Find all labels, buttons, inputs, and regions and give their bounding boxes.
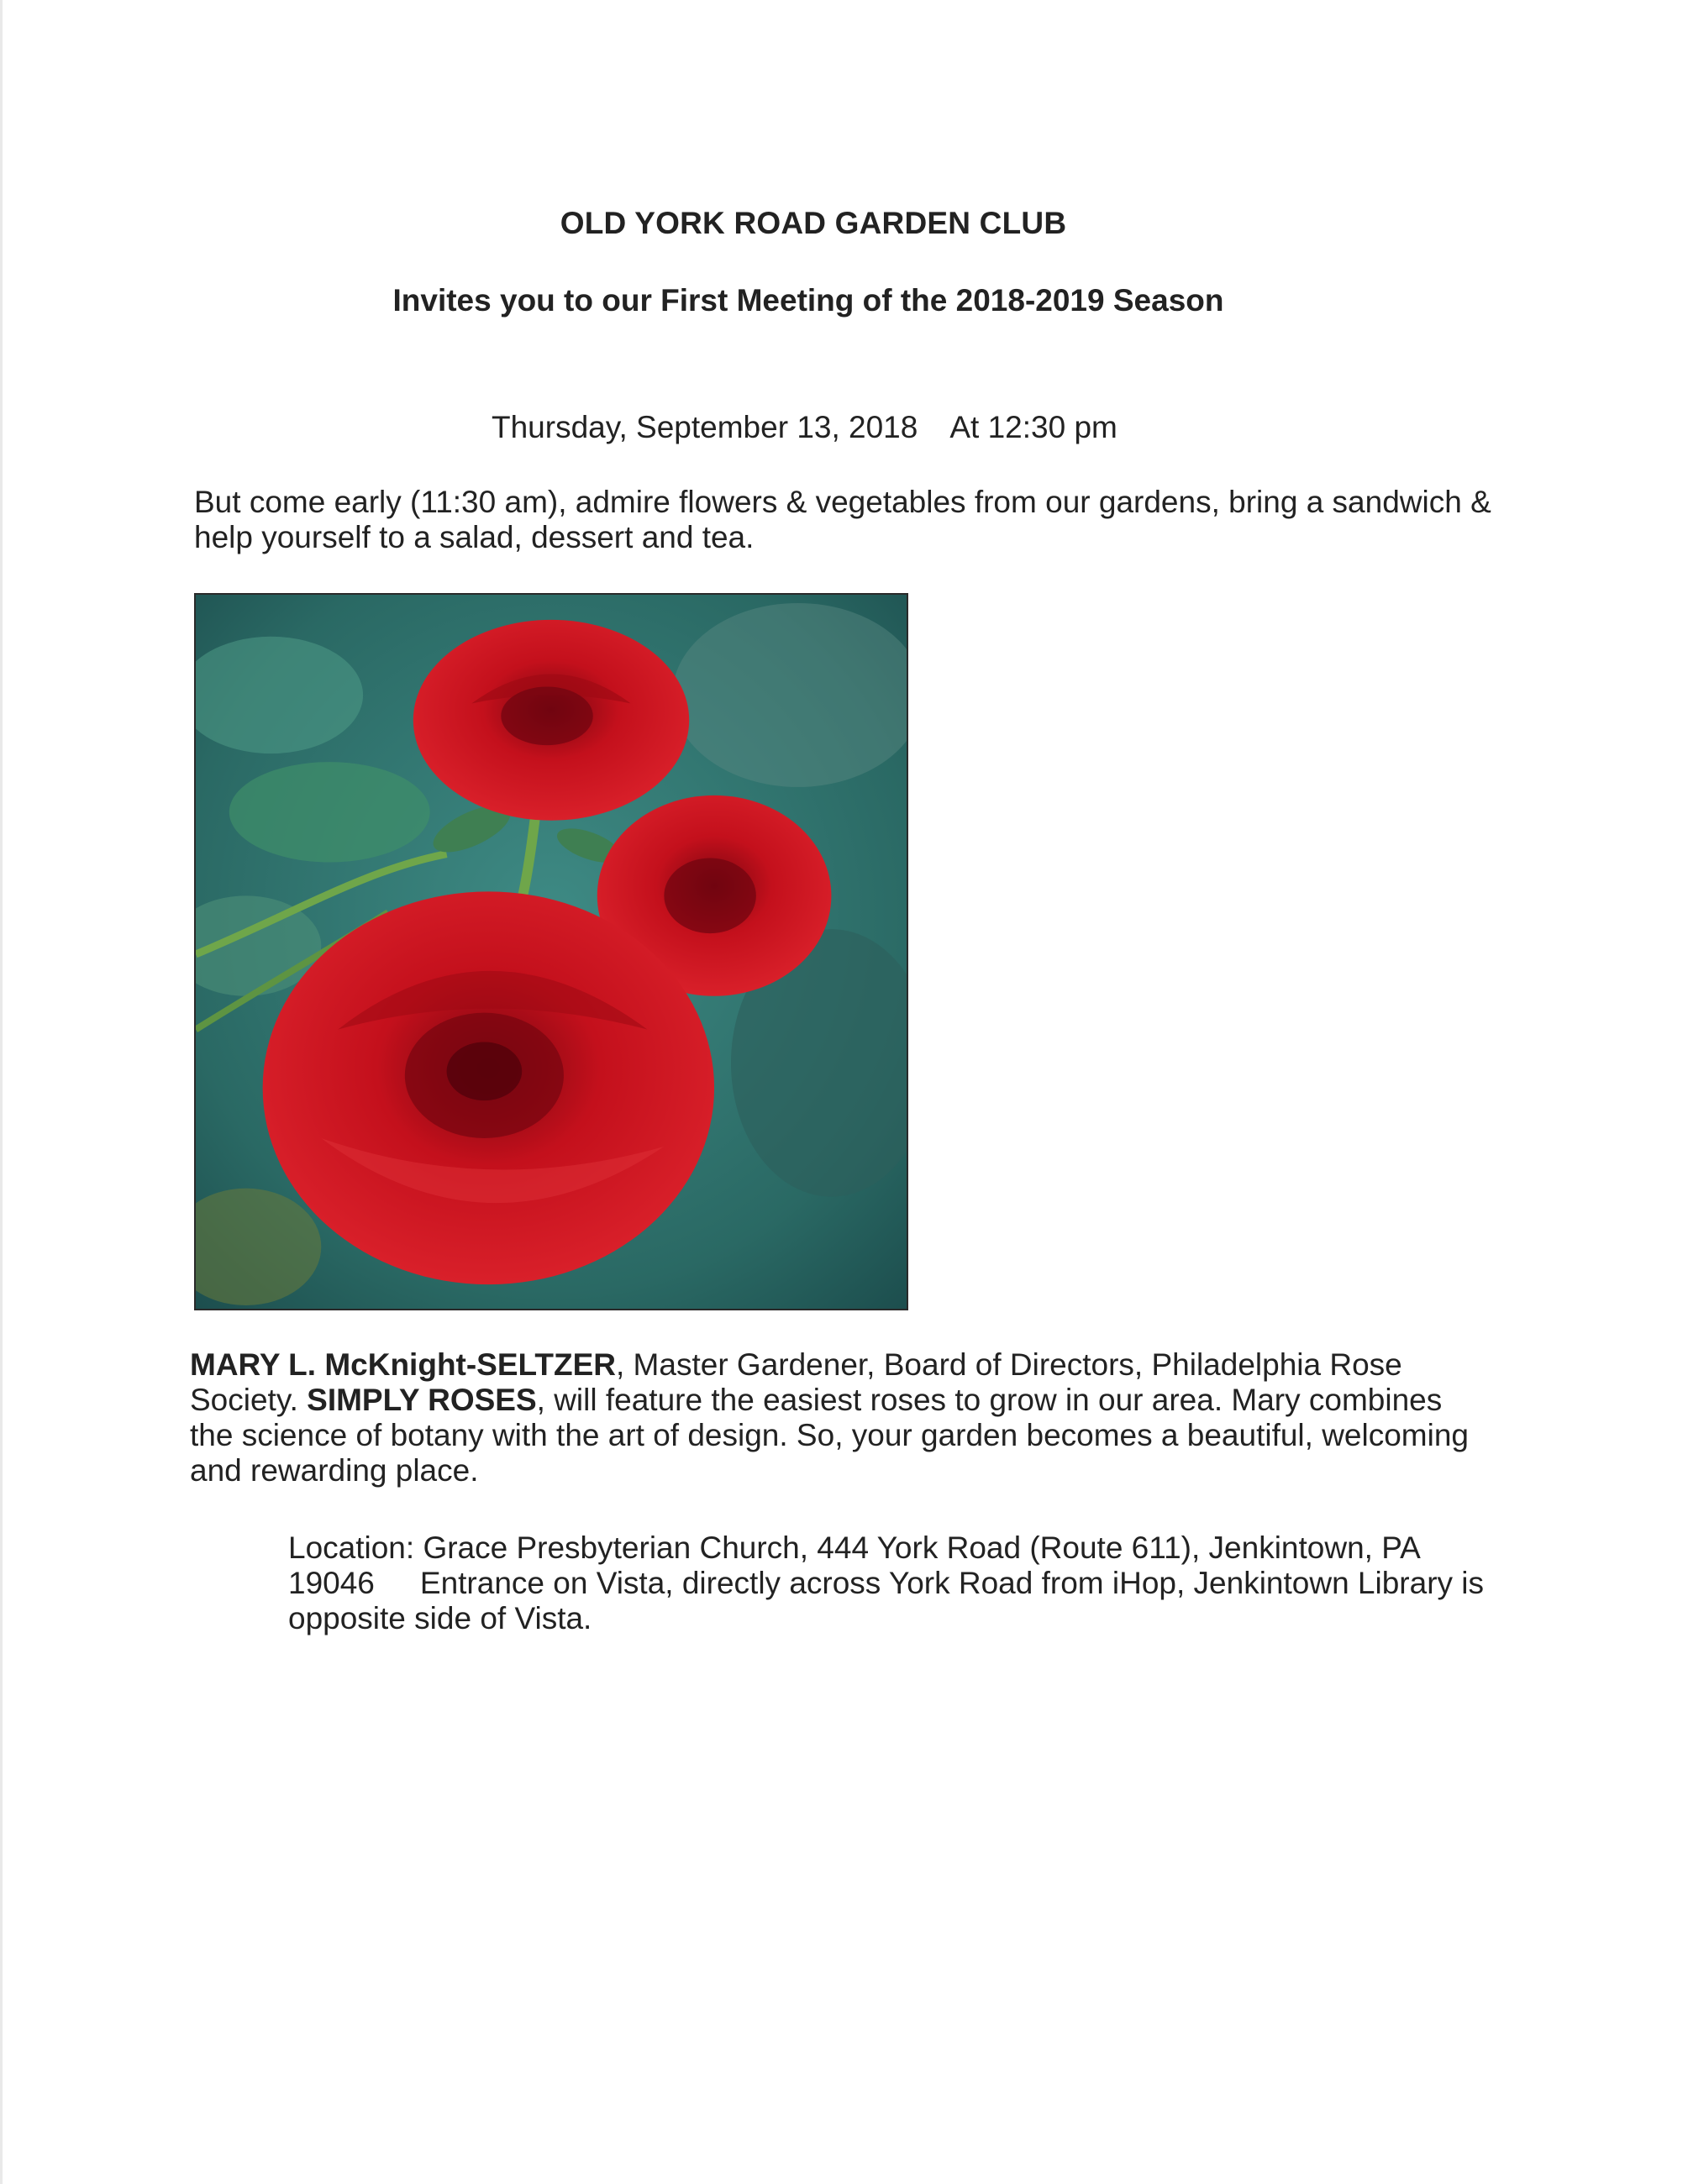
roses-illustration bbox=[196, 595, 907, 1309]
intro-paragraph: But come early (11:30 am), admire flowers & vegetables from our gardens, bring a sandwich & help yourself to a salad, dessert and tea. bbox=[194, 485, 1491, 554]
red-roses-photo bbox=[194, 593, 908, 1310]
event-time: At 12:30 pm bbox=[949, 410, 1117, 444]
talk-description: , will feature the easiest roses to grow in our area. Mary combines the science of botany with the art of design. So, your garden becomes a beautiful, welcoming and rewarding place. bbox=[190, 1383, 1470, 1488]
speaker-name: MARY L. McKnight-SELTZER bbox=[190, 1347, 616, 1382]
event-date: Thursday, September 13, 2018 bbox=[492, 410, 918, 444]
location-directions: Entrance on Vista, directly across York Road from iHop, Jenkintown Library is opposite side of Vista. bbox=[288, 1566, 1485, 1635]
speaker-paragraph bbox=[190, 1347, 1475, 1488]
location-paragraph bbox=[288, 1530, 1490, 1636]
speaker-credentials: , Master Gardener, Board of Directors, Philadelphia Rose Society. bbox=[190, 1347, 1402, 1417]
location-address: Location: Grace Presbyterian Church, 444 York Road (Route 611), Jenkintown, PA 19046 bbox=[288, 1530, 1419, 1600]
club-title: OLD YORK ROAD GARDEN CLUB bbox=[560, 206, 1067, 240]
page-edge bbox=[0, 0, 3, 2184]
event-datetime bbox=[492, 410, 1117, 445]
talk-title: SIMPLY ROSES bbox=[307, 1383, 537, 1417]
meeting-subtitle: Invites you to our First Meeting of the 2018-2019 Season bbox=[392, 283, 1224, 318]
